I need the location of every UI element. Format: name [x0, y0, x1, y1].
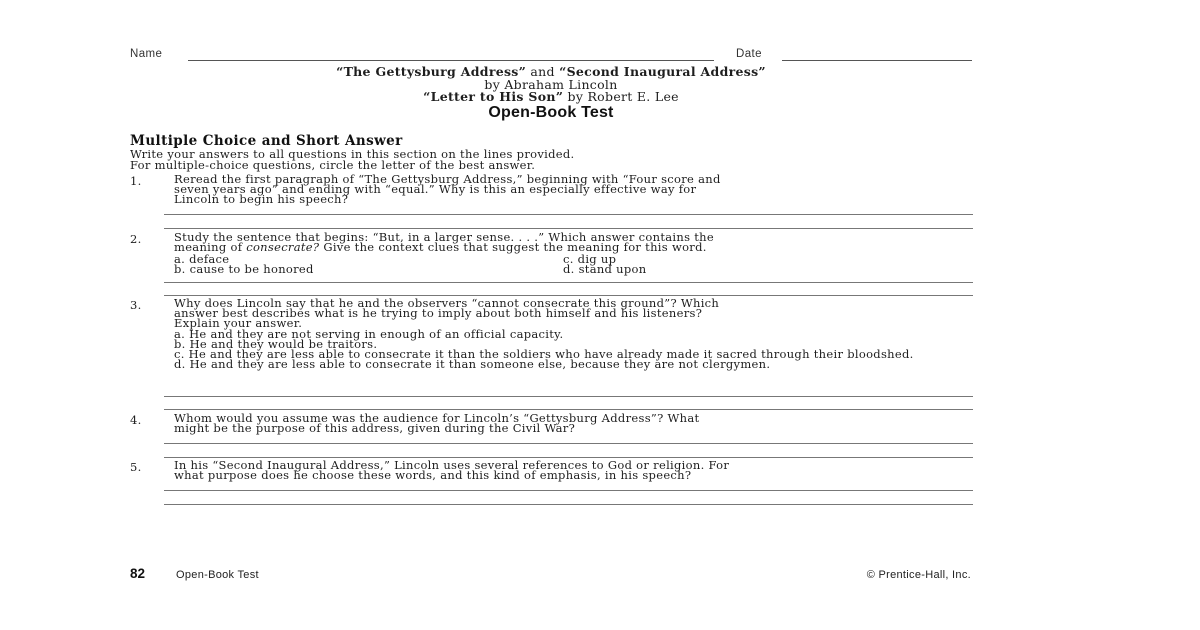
question-1-line: Lincoln to begin his speech?	[174, 192, 349, 207]
footer-label: Open-Book Test	[176, 569, 259, 581]
answer-line[interactable]	[164, 228, 973, 229]
answer-line[interactable]	[164, 282, 973, 283]
author-lincoln: by Abraham Lincoln	[484, 76, 618, 92]
instructions	[130, 149, 575, 170]
question-2-option-c[interactable]: c. dig up	[563, 252, 617, 266]
title-letter-to-son: “Letter to His Son”	[423, 89, 564, 104]
question-4-line: Whom would you assume was the audience for Lincoln’s “Gettysburg Address”? What	[174, 411, 700, 425]
question-2-line	[174, 240, 974, 255]
question-1-line: Reread the first paragraph of “The Gettysburg Address,” beginning with “Four score and	[174, 172, 721, 186]
title-block	[130, 66, 972, 104]
question-2-emphasis: consecrate?	[246, 240, 320, 255]
date-field-line[interactable]	[782, 60, 972, 61]
title-gettysburg: “The Gettysburg Address”	[336, 64, 527, 79]
question-3-line: Explain your answer.	[174, 316, 303, 331]
question-2-option-d[interactable]: d. stand upon	[563, 262, 647, 276]
question-4-line: might be the purpose of this address, given during the Civil War?	[174, 421, 576, 436]
question-4-text	[174, 411, 974, 436]
question-3-number: 3.	[130, 298, 142, 312]
question-1-line: seven years ago” and ending with “equal.” Why is this an especially effective way for	[174, 182, 697, 197]
question-5-number: 5.	[130, 460, 142, 474]
question-2-option-b[interactable]: b. cause to be honored	[174, 262, 314, 276]
name-date-row	[130, 48, 972, 64]
question-3-option-c[interactable]: c. He and they are less able to consecrate it than the soldiers who have already made it sacred through their bloodshed.	[174, 347, 914, 362]
answer-line[interactable]	[164, 214, 973, 215]
question-5-line: In his “Second Inaugural Address,” Lincoln uses several references to God or religion. For	[174, 458, 730, 472]
copyright: © Prentice-Hall, Inc.	[866, 569, 971, 581]
question-4-number: 4.	[130, 413, 142, 427]
instructions-line-1: Write your answers to all questions in this section on the lines provided.	[130, 147, 575, 161]
question-3-option-d[interactable]: d. He and they are less able to consecrate it than someone else, because they are not clergymen.	[174, 357, 771, 372]
question-2-number: 2.	[130, 232, 142, 246]
question-5-line: what purpose does he choose these words, and this kind of emphasis, in his speech?	[174, 468, 692, 483]
question-3-line: Why does Lincoln say that he and the observers “cannot consecrate this ground”? Which	[174, 296, 720, 310]
question-1-text	[174, 174, 974, 205]
question-3-text	[174, 296, 974, 372]
name-field-line[interactable]	[188, 60, 714, 61]
answer-line[interactable]	[164, 396, 973, 397]
question-2-option-a[interactable]: a. deface	[174, 252, 230, 266]
title-and: and	[526, 64, 560, 79]
date-label: Date	[736, 48, 762, 60]
question-2-line: Study the sentence that begins: “But, in a larger sense. . . .” Which answer contains the	[174, 230, 714, 244]
question-3-line: answer best describes what is he trying to imply about both himself and his listeners?	[174, 306, 703, 321]
question-2-line2-start: meaning of	[174, 240, 247, 255]
name-label: Name	[130, 48, 163, 60]
section-heading: Multiple Choice and Short Answer	[130, 133, 403, 149]
page-number: 82	[130, 566, 146, 581]
question-5-text	[174, 458, 974, 483]
question-3-option-b[interactable]: b. He and they would be traitors.	[174, 336, 378, 351]
answer-line[interactable]	[164, 490, 973, 491]
question-1-number: 1.	[130, 174, 142, 188]
answer-line[interactable]	[164, 409, 973, 410]
answer-line[interactable]	[164, 504, 973, 505]
answer-line[interactable]	[164, 443, 973, 444]
author-lee: by Robert E. Lee	[563, 89, 679, 104]
question-2-line2-end: Give the context clues that suggest the meaning for this word.	[319, 240, 707, 255]
title-second-inaugural: “Second Inaugural Address”	[559, 64, 766, 79]
instructions-line-2: For multiple-choice questions, circle the letter of the best answer.	[130, 157, 536, 172]
question-2-text	[174, 230, 974, 255]
page-title: Open-Book Test	[488, 104, 614, 121]
question-3-option-a[interactable]: a. He and they are not serving in enough of an official capacity.	[174, 326, 564, 341]
